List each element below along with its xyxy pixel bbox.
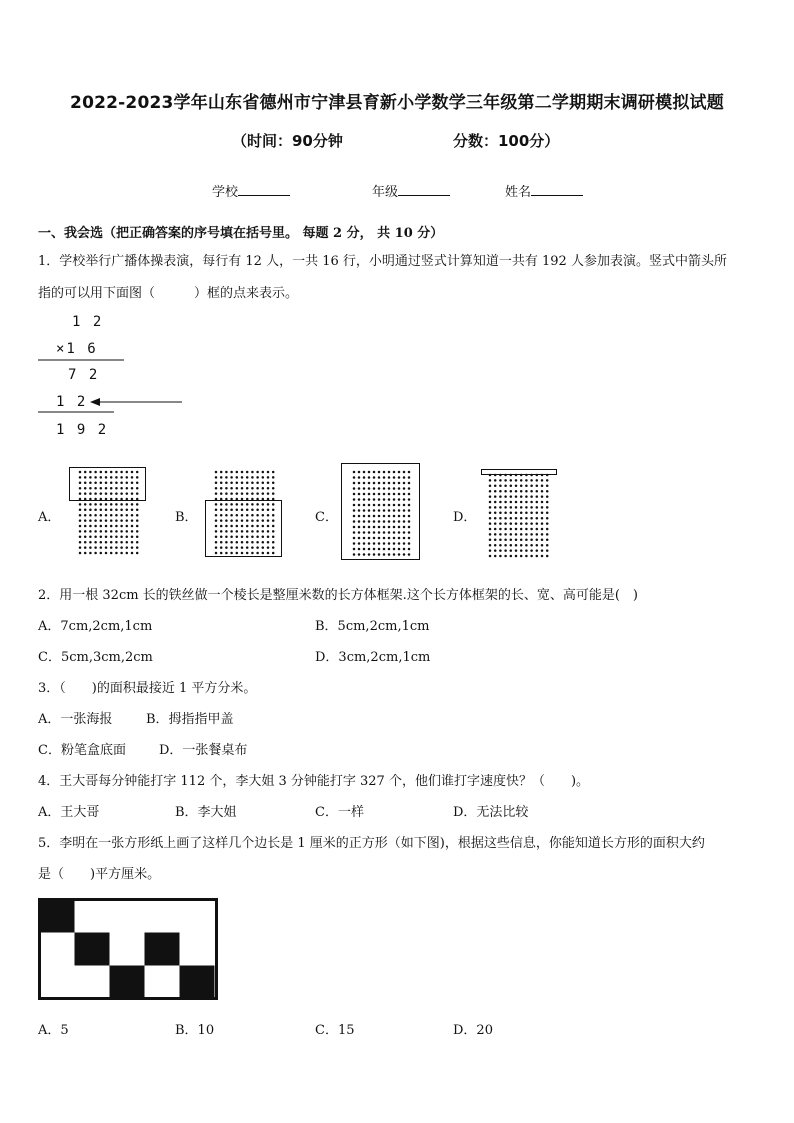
grade-label: 年级 xyxy=(372,185,399,200)
q1-text-line1: 1．学校举行广播体操表演，每行有 12 人，一共 16 行，小明通过竖式计算知道一共有 192 人参加表演。竖式中箭头所 xyxy=(38,254,727,269)
dot-grid-a xyxy=(66,466,150,560)
q4-option-d[interactable]: D．无法比较 xyxy=(453,805,529,820)
q3-option-b[interactable]: B．拇指指甲盖 xyxy=(146,712,234,727)
q1-option-b[interactable]: B． xyxy=(175,510,198,525)
arrow-icon xyxy=(90,396,185,408)
q5-option-a[interactable]: A．5 xyxy=(38,1023,69,1038)
rectangle-squares-figure xyxy=(38,898,220,1002)
calc-row-2: ×1 6 xyxy=(56,341,98,357)
dot-grid-d xyxy=(478,468,560,560)
q5-text-line2: 是（ )平方厘米。 xyxy=(38,867,161,882)
q2-option-d[interactable]: D．3cm,2cm,1cm xyxy=(315,650,431,665)
score-info: 分数：100分） xyxy=(453,132,560,150)
dot-grid-b xyxy=(202,466,286,560)
calc-row-5: 1 9 2 xyxy=(56,422,109,438)
q2-option-a[interactable]: A．7cm,2cm,1cm xyxy=(38,619,153,634)
calc-row-4: 1 2 xyxy=(56,394,88,410)
q3-text: 3．（ )的面积最接近 1 平方分米。 xyxy=(38,681,257,696)
q4-option-c[interactable]: C．一样 xyxy=(315,805,364,820)
q5-option-c[interactable]: C．15 xyxy=(315,1023,355,1038)
q4-text: 4．王大哥每分钟能打字 112 个，李大姐 3 分钟能打字 327 个，他们谁打字速度快？（ )。 xyxy=(38,774,590,789)
q3-option-d[interactable]: D．一张餐桌布 xyxy=(159,743,248,758)
page-title: 2022-2023学年山东省德州市宁津县育新小学数学三年级第二学期期末调研模拟试题 xyxy=(70,93,724,113)
q1-text-line2: 指的可以用下面图（ ）框的点来表示。 xyxy=(38,286,299,301)
q2-text: 2．用一根 32cm 长的铁丝做一个棱长是整厘米数的长方体框架.这个长方体框架的长、宽、高可能是( ) xyxy=(38,588,638,603)
q5-text-line1: 5．李明在一张方形纸上画了这样几个边长是 1 厘米的正方形（如下图)，根据这些信息，你能知道长方形的面积大约 xyxy=(38,836,705,851)
calc-row-1: 1 2 xyxy=(72,314,104,330)
q1-option-d[interactable]: D． xyxy=(453,510,477,525)
name-field[interactable] xyxy=(505,181,583,200)
grade-field[interactable] xyxy=(372,181,450,200)
q3-option-a[interactable]: A．一张海报 xyxy=(38,712,113,727)
time-info: （时间：90分钟 xyxy=(232,132,343,150)
school-field[interactable] xyxy=(212,181,290,200)
q2-option-c[interactable]: C．5cm,3cm,2cm xyxy=(38,650,153,665)
section-heading: 一、我会选（把正确答案的序号填在括号里。 每题 2 分， 共 10 分） xyxy=(38,226,444,241)
q4-option-a[interactable]: A．王大哥 xyxy=(38,805,100,820)
q2-option-b[interactable]: B．5cm,2cm,1cm xyxy=(315,619,430,634)
q5-option-b[interactable]: B．10 xyxy=(175,1023,215,1038)
calc-line-1 xyxy=(38,358,128,362)
calc-line-2 xyxy=(38,410,128,414)
q1-option-a[interactable]: A． xyxy=(38,510,61,525)
q5-option-d[interactable]: D．20 xyxy=(453,1023,493,1038)
school-label: 学校 xyxy=(212,185,239,200)
q1-option-c[interactable]: C． xyxy=(315,510,338,525)
calc-row-3: 7 2 xyxy=(68,367,100,383)
q3-option-c[interactable]: C．粉笔盒底面 xyxy=(38,743,126,758)
name-label: 姓名 xyxy=(505,185,532,200)
dot-grid-c xyxy=(340,462,422,562)
q4-option-b[interactable]: B．李大姐 xyxy=(175,805,237,820)
